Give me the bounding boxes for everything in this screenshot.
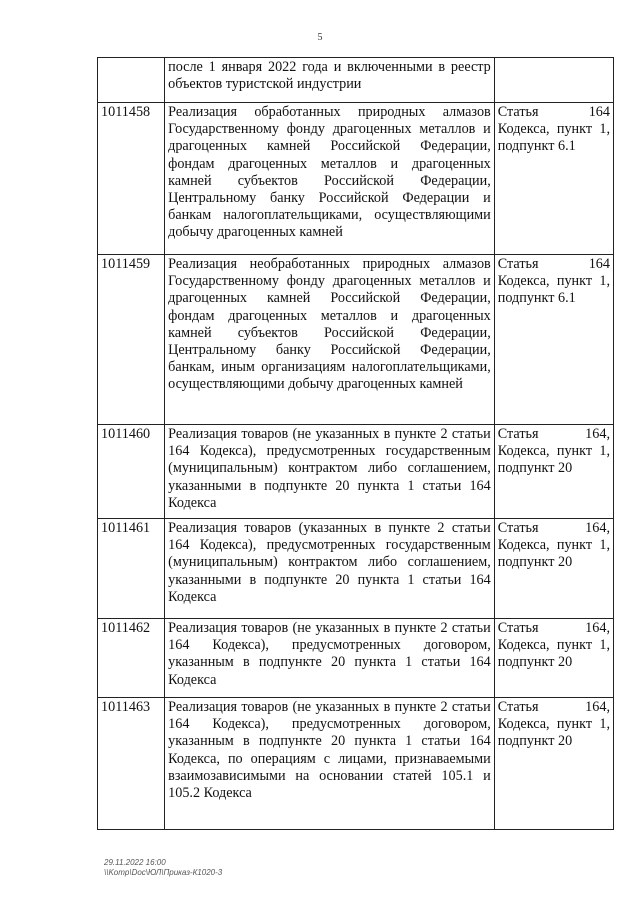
- code-cell: 1011463: [98, 698, 165, 830]
- table-row: [98, 58, 614, 103]
- table-row: [98, 519, 614, 619]
- article-cell: Статья 164 Кодекса, пункт 1, подпункт 6.1: [494, 255, 613, 425]
- article-cell: [494, 58, 613, 103]
- article-cell: Статья 164, Кодекса, пункт 1, подпункт 20: [494, 698, 613, 830]
- table-row: [98, 255, 614, 425]
- table-row: [98, 425, 614, 519]
- description-cell: после 1 января 2022 года и включенными в реестр объектов туристской индустрии: [165, 58, 495, 103]
- article-cell: Статья 164, Кодекса, пункт 1, подпункт 20: [494, 425, 613, 519]
- description-cell: Реализация товаров (не указанных в пункте 2 статьи 164 Кодекса), предусмотренных договором, указанным в подпункте 20 пункта 1 статьи 164 Кодекса: [165, 619, 495, 698]
- page-number: 5: [317, 32, 323, 43]
- code-cell: 1011460: [98, 425, 165, 519]
- article-cell: Статья 164 Кодекса, пункт 1, подпункт 6.1: [494, 103, 613, 255]
- code-cell: 1011459: [98, 255, 165, 425]
- codes-table: [97, 57, 614, 830]
- code-cell: 1011458: [98, 103, 165, 255]
- description-cell: Реализация необработанных природных алмазов Государственному фонду драгоценных металлов и драгоценных камней Российской Федерации, фондам драгоценных металлов и драгоценных камней субъектов Российской Федерации, Центральному банку Российской Федерации, банкам, иным организациям налогоплательщиками, осуществляющими добычу драгоценных камней: [165, 255, 495, 425]
- document-footer: [104, 858, 222, 878]
- table-row: [98, 619, 614, 698]
- footer-file-path: \\Komp\Doc\ЮЛ\Приказ-К1020-3: [104, 868, 223, 877]
- table-row: [98, 698, 614, 830]
- footer-timestamp: 29.11.2022 16:00: [104, 858, 166, 867]
- code-cell: 1011461: [98, 519, 165, 619]
- article-cell: Статья 164, Кодекса, пункт 1, подпункт 20: [494, 619, 613, 698]
- description-cell: Реализация товаров (указанных в пункте 2 статьи 164 Кодекса), предусмотренных государственным (муниципальным) контрактом либо соглашением, указанными в подпункте 20 пункта 1 статьи 164 Кодекса: [165, 519, 495, 619]
- code-cell: 1011462: [98, 619, 165, 698]
- code-cell: [98, 58, 165, 103]
- article-cell: Статья 164, Кодекса, пункт 1, подпункт 20: [494, 519, 613, 619]
- description-cell: Реализация товаров (не указанных в пункте 2 статьи 164 Кодекса), предусмотренных договором, указанным в подпункте 20 пункта 1 статьи 164 Кодекса, по операциям с лицами, признаваемыми взаимозависимыми на основании статей 105.1 и 105.2 Кодекса: [165, 698, 495, 830]
- description-cell: Реализация товаров (не указанных в пункте 2 статьи 164 Кодекса), предусмотренных государственным (муниципальным) контрактом либо соглашением, указанными в подпункте 20 пункта 1 статьи 164 Кодекса: [165, 425, 495, 519]
- table-row: [98, 103, 614, 255]
- description-cell: Реализация обработанных природных алмазов Государственному фонду драгоценных металлов и драгоценных камней Российской Федерации, фондам драгоценных металлов и драгоценных камней субъектов Российской Федерации, Центральному банку Российской Федерации и банкам налогоплательщиками, осуществляющими добычу драгоценных камней: [165, 103, 495, 255]
